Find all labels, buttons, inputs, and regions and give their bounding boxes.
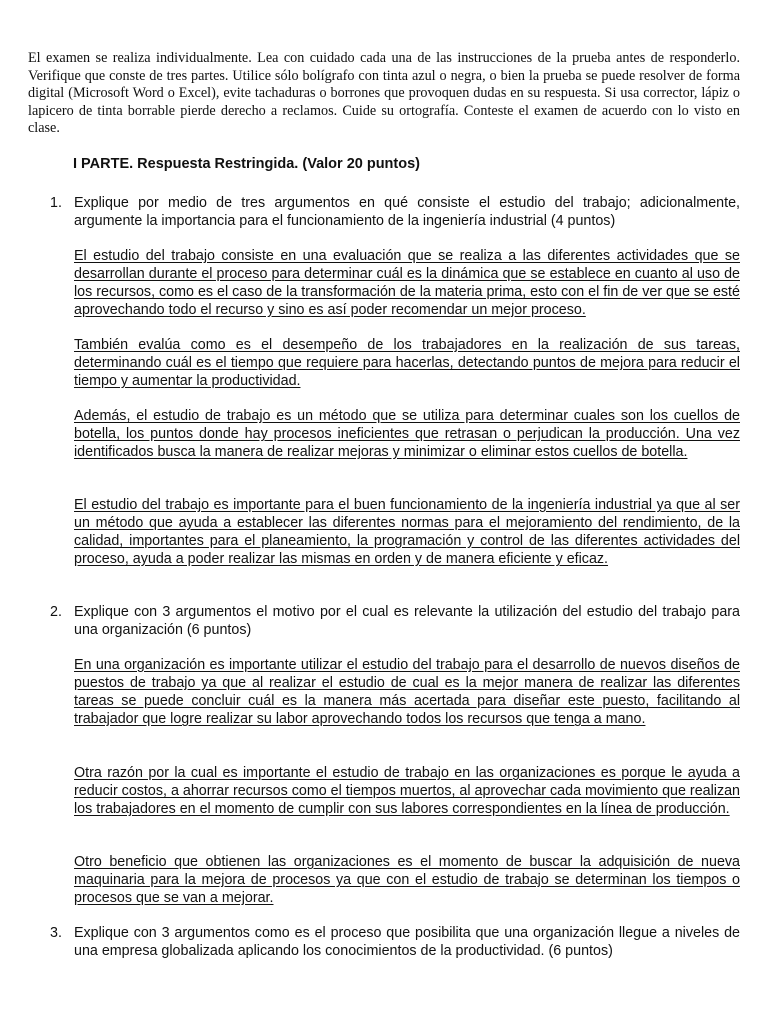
answer-paragraph: En una organización es importante utilizar el estudio del trabajo para el desarrollo de nuevos diseños de puestos de trabajo ya que al realizar el estudio de cual es la mejor manera de realizar las diferentes tareas se puede concluir cuál es la manera más acertada para diseñar este puesto, facilitando al trabajador que logre realizar su labor aprovechando todos los recursos que tenga a mano. (74, 657, 740, 727)
answer-paragraph: El estudio del trabajo es importante para el buen funcionamiento de la ingeniería industrial ya que al ser un método que ayuda a establecer las diferentes normas para el mejoramiento del rendimiento, de la calidad, importantes para el planeamiento, la programación y control de las diferentes actividades del proceso, ayuda a poder realizar las mismas en orden y de manera eficiente y eficaz. (74, 497, 740, 567)
answer-paragraph: El estudio del trabajo consiste en una evaluación que se realiza a las diferentes actividades que se desarrollan durante el proceso para determinar cuál es la dinámica que se establece en cuanto al uso de los recursos, como es el caso de la transformación de la materia prima, esto con el fin de ver que se esté aprovechando todo el recurso y sino es así poder recomendar un mejor proceso. (74, 248, 740, 318)
answer-paragraph: Otro beneficio que obtienen las organizaciones es el momento de buscar la adquisición de nueva maquinaria para la mejora de procesos ya que con el estudio de trabajo se determinan los tiempos o procesos que se van a mejorar. (74, 854, 740, 906)
instructions-paragraph: El examen se realiza individualmente. Lea con cuidado cada una de las instrucciones de la prueba antes de responderlo. Verifique que conste de tres partes. Utilice sólo bolígrafo con tinta azul o negra, o bien la prueba se puede resolver de forma digital (Microsoft Word o Excel), evite tachaduras o borrones que provoquen dudas en su respuesta. Si usa corrector, lápiz o lapicero de tinta borrable pierde derecho a reclamos. Cuide su ortografía. Conteste el examen de acuerdo con lo visto en clase. (28, 50, 740, 137)
question-number: 3. (50, 925, 62, 941)
question-text: Explique con 3 argumentos el motivo por el cual es relevante la utilización del estudio del trabajo para una organización (6 puntos) (74, 604, 740, 638)
question-text: Explique con 3 argumentos como es el proceso que posibilita que una organización llegue a niveles de una empresa globalizada aplicando los conocimientos de la productividad. (6 puntos) (74, 925, 740, 959)
question-text: Explique por medio de tres argumentos en qué consiste el estudio del trabajo; adicionalmente, argumente la importancia para el funcionamiento de la ingeniería industrial (4 puntos) (74, 195, 740, 229)
question-number: 2. (50, 604, 62, 620)
answer-paragraph: También evalúa como es el desempeño de los trabajadores en la realización de sus tareas, determinando cuál es el tiempo que requiere para hacerlas, detectando puntos de mejora para reducir el tiempo y aumentar la productividad. (74, 337, 740, 389)
answer-paragraph: Otra razón por la cual es importante el estudio de trabajo en las organizaciones es porque le ayuda a reducir costos, a ahorrar recursos como el tiempos muertos, al aprovechar cada movimiento que realizan los trabajadores en el momento de cumplir con sus labores correspondientes en la línea de producción. (74, 765, 740, 817)
part-title: I PARTE. Respuesta Restringida. (Valor 20 puntos) (73, 156, 420, 172)
question-number: 1. (50, 195, 62, 211)
answer-paragraph: Además, el estudio de trabajo es un método que se utiliza para determinar cuales son los cuellos de botella, los puntos donde hay procesos ineficientes que retrasan o perjudican la producción. Una vez identificados busca la manera de realizar mejoras y minimizar o eliminar estos cuellos de botella. (74, 408, 740, 460)
